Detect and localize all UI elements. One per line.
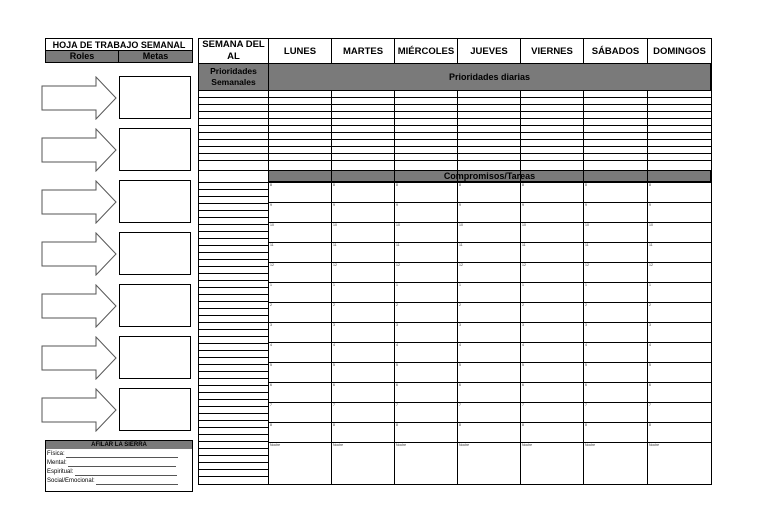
weekly-priority-line <box>198 210 269 211</box>
weekly-priority-line <box>198 224 269 225</box>
priority-row-line <box>198 125 712 126</box>
weekly-priority-line <box>198 322 269 323</box>
hour-mark: 1 <box>270 283 272 287</box>
hour-mark: 1 <box>522 283 524 287</box>
goals-header: Metas <box>119 51 192 62</box>
hour-mark: 11 <box>270 243 274 247</box>
hour-mark: 5 <box>396 363 398 367</box>
hour-mark: 6 <box>333 383 335 387</box>
hour-mark: 8 <box>396 183 398 187</box>
hour-mark: 1 <box>333 283 335 287</box>
weekly-priority-line <box>198 245 269 246</box>
hour-mark: 10 <box>459 223 463 227</box>
roles-goals-header <box>45 50 193 63</box>
hour-mark: 10 <box>649 223 653 227</box>
sharpen-item-label: Social/Emocional: <box>47 478 95 484</box>
day-column-line <box>394 90 395 484</box>
hour-mark: 4 <box>585 343 587 347</box>
hour-mark: 5 <box>270 363 272 367</box>
hour-mark: 4 <box>649 343 651 347</box>
hour-mark: 9 <box>585 203 587 207</box>
weekly-priority-line <box>198 476 269 477</box>
commitments-header: Compromisos/Tareas <box>268 170 711 182</box>
hour-mark: 5 <box>459 363 461 367</box>
hour-mark: 7 <box>522 403 524 407</box>
sharpen-item-physical[interactable] <box>47 451 189 458</box>
sharpen-item-mental[interactable] <box>47 460 189 467</box>
night-label: Noche <box>649 443 660 447</box>
weekly-priority-line <box>198 329 269 330</box>
weekly-priority-line <box>198 231 269 232</box>
day-header: MARTES <box>331 38 395 64</box>
hour-mark: 11 <box>522 243 526 247</box>
hour-mark: 6 <box>459 383 461 387</box>
week-header <box>198 38 269 64</box>
weekly-priority-line <box>198 238 269 239</box>
hour-mark: 1 <box>459 283 461 287</box>
hour-mark: 2 <box>585 303 587 307</box>
hour-mark: 12 <box>333 263 337 267</box>
day-column-line <box>647 90 648 484</box>
hour-mark: 2 <box>459 303 461 307</box>
hour-mark: 8 <box>585 183 587 187</box>
sharpen-item-label: Mental: <box>47 460 67 466</box>
hour-mark: 7 <box>333 403 335 407</box>
weekly-priority-line <box>198 427 269 428</box>
hour-mark: 5 <box>522 363 524 367</box>
weekly-priority-line <box>198 462 269 463</box>
hour-mark: 3 <box>649 323 651 327</box>
role-arrow-icon[interactable] <box>40 180 118 224</box>
hour-mark: 3 <box>522 323 524 327</box>
goal-box[interactable] <box>119 180 191 223</box>
day-header: LUNES <box>268 38 332 64</box>
sharpen-item-label: Espiritual: <box>47 469 74 475</box>
priority-row-line <box>198 111 712 112</box>
goal-box[interactable] <box>119 76 191 119</box>
night-label: Noche <box>522 443 533 447</box>
weekly-priority-line <box>198 336 269 337</box>
hour-mark: 8 <box>333 183 335 187</box>
weekly-priority-line <box>198 441 269 442</box>
hour-mark: 7 <box>585 403 587 407</box>
hour-mark: 3 <box>459 323 461 327</box>
day-column-line <box>583 90 584 484</box>
hour-mark: 4 <box>459 343 461 347</box>
day-column-line <box>457 90 458 484</box>
priority-row-line <box>198 139 712 140</box>
hour-mark: 3 <box>270 323 272 327</box>
hour-mark: 12 <box>396 263 400 267</box>
hour-mark: 6 <box>270 383 272 387</box>
weekly-priority-line <box>198 399 269 400</box>
day-column-line <box>331 90 332 484</box>
hour-mark: 10 <box>270 223 274 227</box>
worksheet-title: HOJA DE TRABAJO SEMANAL <box>45 38 193 51</box>
hour-mark: 1 <box>649 283 651 287</box>
priority-row-line <box>198 104 712 105</box>
weekly-priority-line <box>198 189 269 190</box>
hour-mark: 8 <box>522 423 524 427</box>
hour-mark: 8 <box>459 423 461 427</box>
hour-mark: 9 <box>649 203 651 207</box>
weekly-priority-line <box>198 308 269 309</box>
hour-mark: 3 <box>333 323 335 327</box>
hour-mark: 4 <box>333 343 335 347</box>
hour-mark: 2 <box>333 303 335 307</box>
hour-mark: 3 <box>585 323 587 327</box>
hour-mark: 2 <box>522 303 524 307</box>
night-label: Noche <box>270 443 281 447</box>
hour-mark: 9 <box>459 203 461 207</box>
day-header: MIÉRCOLES <box>394 38 458 64</box>
hour-mark: 10 <box>333 223 337 227</box>
goal-box[interactable] <box>119 232 191 275</box>
weekly-priority-line <box>198 455 269 456</box>
weekly-priority-line <box>198 343 269 344</box>
weekly-priorities-header: Prioridades Semanales <box>198 63 269 91</box>
hour-mark: 8 <box>270 423 272 427</box>
hour-mark: 11 <box>459 243 463 247</box>
hour-mark: 4 <box>396 343 398 347</box>
role-arrow-icon[interactable] <box>40 232 118 276</box>
hour-mark: 1 <box>396 283 398 287</box>
hour-mark: 3 <box>396 323 398 327</box>
day-header: VIERNES <box>520 38 584 64</box>
weekly-priority-line <box>198 406 269 407</box>
hour-mark: 12 <box>649 263 653 267</box>
weekly-priority-line <box>198 413 269 414</box>
priority-row-line <box>198 153 712 154</box>
hour-mark: 12 <box>585 263 589 267</box>
role-arrow-icon[interactable] <box>40 388 118 432</box>
hour-mark: 5 <box>585 363 587 367</box>
night-label: Noche <box>585 443 596 447</box>
weekly-priority-line <box>198 434 269 435</box>
hour-mark: 12 <box>459 263 463 267</box>
sharpen-saw-box <box>45 440 193 492</box>
priority-row-line <box>198 170 712 171</box>
weekly-priority-line <box>198 266 269 267</box>
hour-mark: 8 <box>585 423 587 427</box>
weekly-priority-line <box>198 315 269 316</box>
hour-mark: 2 <box>649 303 651 307</box>
roles-header: Roles <box>46 51 119 62</box>
weekly-priority-line <box>198 357 269 358</box>
weekly-priority-line <box>198 385 269 386</box>
hour-mark: 6 <box>585 383 587 387</box>
weekly-priority-line <box>198 259 269 260</box>
hour-mark: 9 <box>333 203 335 207</box>
hour-mark: 6 <box>649 383 651 387</box>
week-label: SEMANA DEL AL <box>202 39 265 62</box>
daily-priorities-header: Prioridades diarias <box>268 63 711 91</box>
role-arrow-icon[interactable] <box>40 284 118 328</box>
weekly-priority-line <box>198 448 269 449</box>
weekly-priority-line <box>198 287 269 288</box>
weekly-priority-line <box>198 252 269 253</box>
hour-mark: 7 <box>459 403 461 407</box>
hour-mark: 8 <box>649 183 651 187</box>
hour-mark: 8 <box>649 423 651 427</box>
day-header: SÁBADOS <box>583 38 648 64</box>
hour-mark: 12 <box>270 263 274 267</box>
weekly-priority-line <box>198 350 269 351</box>
hour-mark: 6 <box>522 383 524 387</box>
sharpen-item-spiritual[interactable] <box>47 469 189 476</box>
weekly-priority-line <box>198 301 269 302</box>
goal-box[interactable] <box>119 336 191 379</box>
hour-mark: 8 <box>270 183 272 187</box>
night-label: Noche <box>396 443 407 447</box>
hour-mark: 7 <box>649 403 651 407</box>
hour-mark: 11 <box>585 243 589 247</box>
role-arrow-icon[interactable] <box>40 128 118 172</box>
weekly-priority-line <box>198 378 269 379</box>
weekly-priority-line <box>198 196 269 197</box>
hour-mark: 9 <box>396 203 398 207</box>
night-label: Noche <box>459 443 470 447</box>
hour-mark: 8 <box>459 183 461 187</box>
weekly-priority-line <box>198 280 269 281</box>
goal-box[interactable] <box>119 284 191 327</box>
hour-mark: 2 <box>396 303 398 307</box>
priority-row-line <box>198 118 712 119</box>
weekly-priority-line <box>198 420 269 421</box>
weekly-priority-line <box>198 371 269 372</box>
hour-mark: 1 <box>585 283 587 287</box>
night-label: Noche <box>333 443 344 447</box>
hour-mark: 10 <box>396 223 400 227</box>
weekly-priority-line <box>198 364 269 365</box>
hour-mark: 11 <box>333 243 337 247</box>
weekly-priority-line <box>198 273 269 274</box>
goal-box[interactable] <box>119 128 191 171</box>
hour-mark: 4 <box>270 343 272 347</box>
role-arrow-icon[interactable] <box>40 76 118 120</box>
hour-mark: 2 <box>270 303 272 307</box>
hour-mark: 11 <box>649 243 653 247</box>
priority-row-line <box>198 132 712 133</box>
grid-border-bottom <box>198 484 712 485</box>
hour-mark: 4 <box>522 343 524 347</box>
priority-row-line <box>198 160 712 161</box>
sharpen-item-social[interactable] <box>47 478 189 485</box>
hour-mark: 7 <box>270 403 272 407</box>
goal-box[interactable] <box>119 388 191 431</box>
weekly-priority-line <box>198 217 269 218</box>
hour-mark: 8 <box>522 183 524 187</box>
priority-row-line <box>198 146 712 147</box>
priority-row-line <box>198 90 712 91</box>
hour-mark: 10 <box>585 223 589 227</box>
priority-row-line <box>198 97 712 98</box>
weekly-priority-line <box>198 392 269 393</box>
day-column-line <box>520 90 521 484</box>
day-header: JUEVES <box>457 38 521 64</box>
hour-mark: 5 <box>333 363 335 367</box>
hour-mark: 11 <box>396 243 400 247</box>
hour-mark: 7 <box>396 403 398 407</box>
hour-mark: 5 <box>649 363 651 367</box>
hour-mark: 12 <box>522 263 526 267</box>
weekly-priority-line <box>198 182 269 183</box>
hour-mark: 9 <box>522 203 524 207</box>
weekly-priority-line <box>198 469 269 470</box>
hour-mark: 6 <box>396 383 398 387</box>
hour-mark: 10 <box>522 223 526 227</box>
sharpen-item-label: Física: <box>47 451 65 457</box>
weekly-priority-line <box>198 203 269 204</box>
sharpen-saw-title: AFILAR LA SIERRA <box>46 441 192 449</box>
weekly-priority-line <box>198 294 269 295</box>
hour-mark: 9 <box>270 203 272 207</box>
hour-mark: 8 <box>333 423 335 427</box>
hour-mark: 8 <box>396 423 398 427</box>
day-header: DOMINGOS <box>647 38 712 64</box>
role-arrow-icon[interactable] <box>40 336 118 380</box>
